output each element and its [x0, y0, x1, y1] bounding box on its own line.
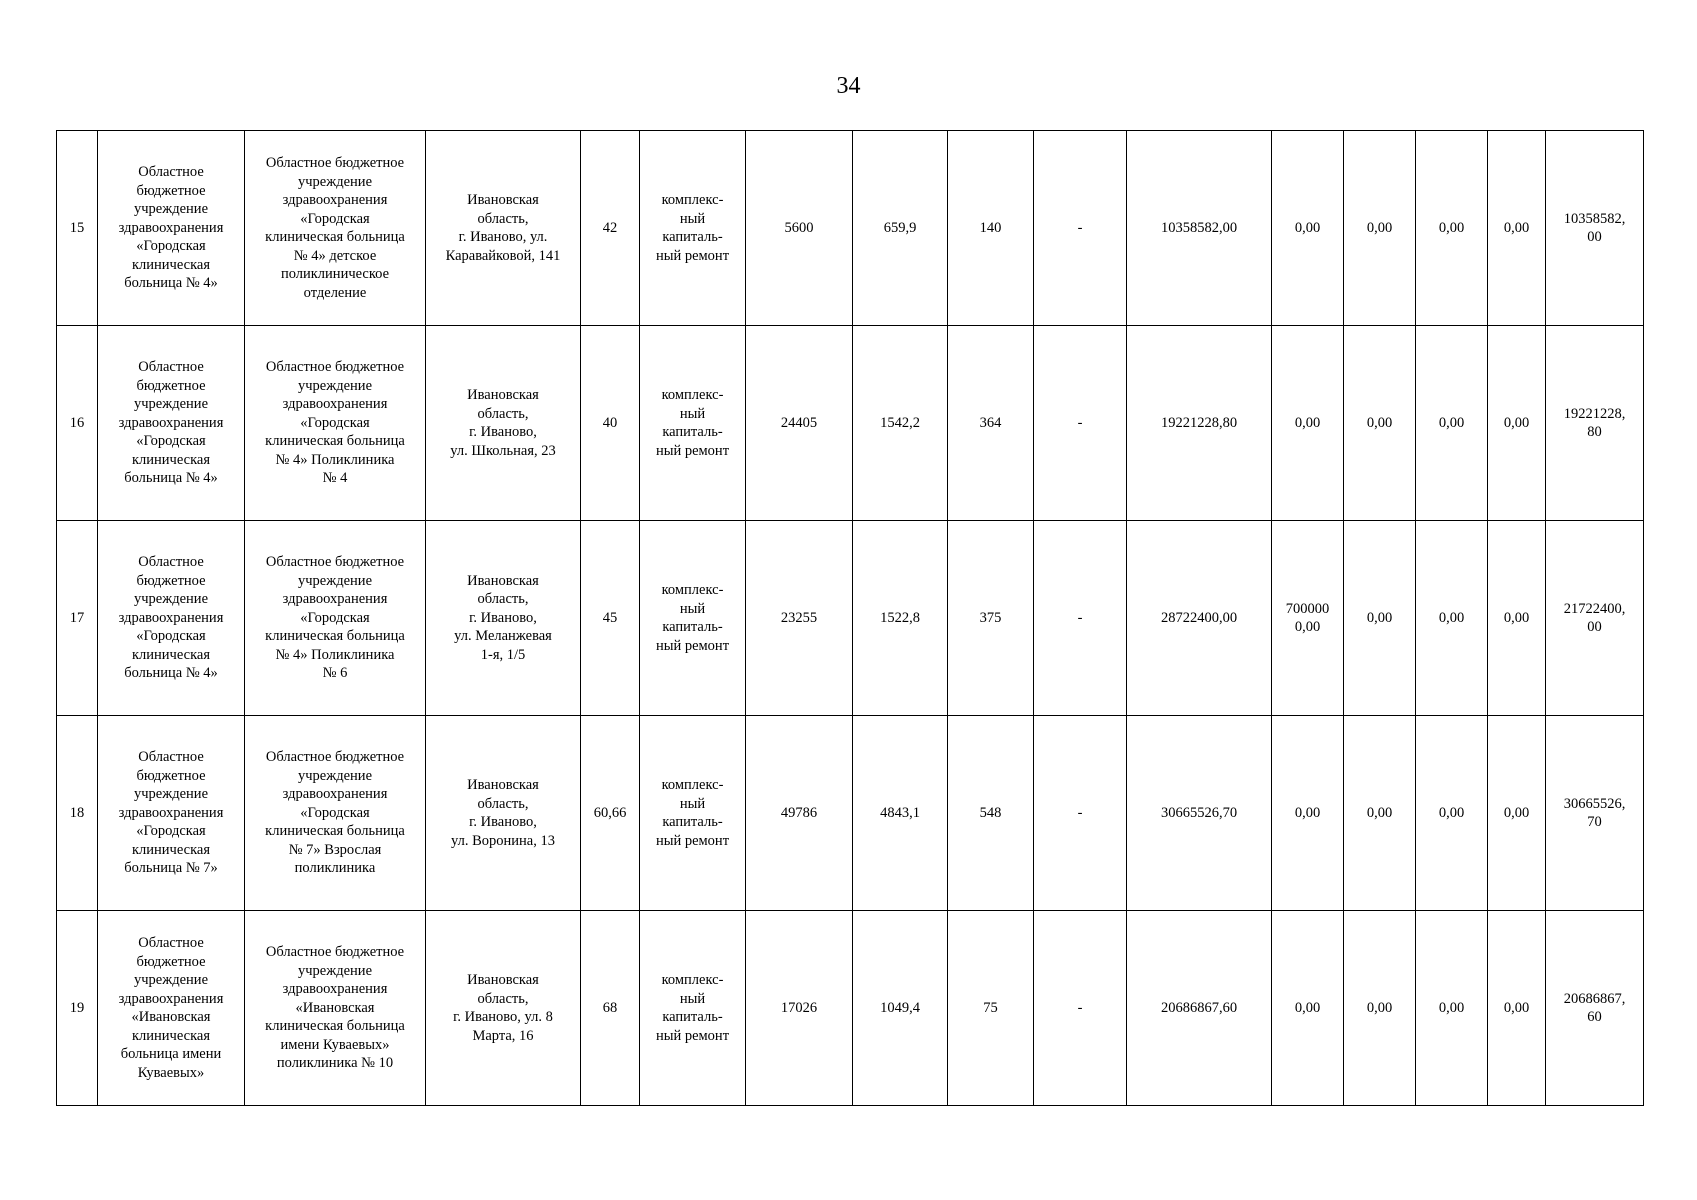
work-type-cell: комплекс- ный капиталь- ный ремонт: [640, 716, 746, 911]
col5-cell: 68: [581, 911, 640, 1106]
col13-cell: 0,00: [1344, 131, 1416, 326]
col16-cell: 20686867, 60: [1546, 911, 1644, 1106]
col16-cell: 10358582, 00: [1546, 131, 1644, 326]
facility-cell: Областное бюджетное учреждение здравоохранения «Городская клиническая больница № 7» Взрослая поликлиника: [245, 716, 426, 911]
row-number-cell: 15: [57, 131, 98, 326]
total-cost-cell: 28722400,00: [1127, 521, 1272, 716]
address-cell: Ивановская область, г. Иваново, ул. Школьная, 23: [426, 326, 581, 521]
page-number: 34: [836, 73, 861, 99]
col16-cell: 19221228, 80: [1546, 326, 1644, 521]
col7-cell: 17026: [746, 911, 853, 1106]
col13-cell: 0,00: [1344, 716, 1416, 911]
col12-cell: 0,00: [1272, 131, 1344, 326]
col7-cell: 24405: [746, 326, 853, 521]
col15-cell: 0,00: [1488, 326, 1546, 521]
col15-cell: 0,00: [1488, 911, 1546, 1106]
col10-cell: -: [1034, 911, 1127, 1106]
table-row: [57, 521, 1644, 716]
work-type-cell: комплекс- ный капиталь- ный ремонт: [640, 911, 746, 1106]
col10-cell: -: [1034, 716, 1127, 911]
col5-cell: 40: [581, 326, 640, 521]
col15-cell: 0,00: [1488, 716, 1546, 911]
total-cost-cell: 20686867,60: [1127, 911, 1272, 1106]
col9-cell: 548: [948, 716, 1034, 911]
table-row: [57, 326, 1644, 521]
row-number-cell: 16: [57, 326, 98, 521]
row-number-cell: 18: [57, 716, 98, 911]
col7-cell: 49786: [746, 716, 853, 911]
table-row: [57, 131, 1644, 326]
col9-cell: 364: [948, 326, 1034, 521]
col7-cell: 23255: [746, 521, 853, 716]
col12-cell: 0,00: [1272, 911, 1344, 1106]
col14-cell: 0,00: [1416, 131, 1488, 326]
col15-cell: 0,00: [1488, 521, 1546, 716]
row-number-cell: 17: [57, 521, 98, 716]
col5-cell: 42: [581, 131, 640, 326]
row-number-cell: 19: [57, 911, 98, 1106]
col10-cell: -: [1034, 326, 1127, 521]
col9-cell: 375: [948, 521, 1034, 716]
col14-cell: 0,00: [1416, 911, 1488, 1106]
col14-cell: 0,00: [1416, 521, 1488, 716]
total-cost-cell: 30665526,70: [1127, 716, 1272, 911]
work-type-cell: комплекс- ный капиталь- ный ремонт: [640, 326, 746, 521]
col15-cell: 0,00: [1488, 131, 1546, 326]
facility-repair-table: [56, 130, 1644, 1106]
col12-cell: 700000 0,00: [1272, 521, 1344, 716]
organization-cell: Областное бюджетное учреждение здравоохранения «Городская клиническая больница № 4»: [98, 521, 245, 716]
facility-cell: Областное бюджетное учреждение здравоохранения «Ивановская клиническая больница имени Куваевых» поликлиника № 10: [245, 911, 426, 1106]
organization-cell: Областное бюджетное учреждение здравоохранения «Ивановская клиническая больница имени Куваевых»: [98, 911, 245, 1106]
col16-cell: 21722400, 00: [1546, 521, 1644, 716]
col7-cell: 5600: [746, 131, 853, 326]
address-cell: Ивановская область, г. Иваново, ул. Воронина, 13: [426, 716, 581, 911]
total-cost-cell: 10358582,00: [1127, 131, 1272, 326]
col8-cell: 1049,4: [853, 911, 948, 1106]
col10-cell: -: [1034, 131, 1127, 326]
col8-cell: 4843,1: [853, 716, 948, 911]
organization-cell: Областное бюджетное учреждение здравоохранения «Городская клиническая больница № 7»: [98, 716, 245, 911]
table-row: [57, 716, 1644, 911]
col13-cell: 0,00: [1344, 521, 1416, 716]
organization-cell: Областное бюджетное учреждение здравоохранения «Городская клиническая больница № 4»: [98, 326, 245, 521]
col12-cell: 0,00: [1272, 716, 1344, 911]
col16-cell: 30665526, 70: [1546, 716, 1644, 911]
col13-cell: 0,00: [1344, 326, 1416, 521]
address-cell: Ивановская область, г. Иваново, ул. Каравайковой, 141: [426, 131, 581, 326]
work-type-cell: комплекс- ный капиталь- ный ремонт: [640, 131, 746, 326]
col12-cell: 0,00: [1272, 326, 1344, 521]
col8-cell: 659,9: [853, 131, 948, 326]
facility-cell: Областное бюджетное учреждение здравоохранения «Городская клиническая больница № 4» Поликлиника № 4: [245, 326, 426, 521]
col9-cell: 75: [948, 911, 1034, 1106]
address-cell: Ивановская область, г. Иваново, ул. 8 Марта, 16: [426, 911, 581, 1106]
col14-cell: 0,00: [1416, 326, 1488, 521]
col10-cell: -: [1034, 521, 1127, 716]
col5-cell: 60,66: [581, 716, 640, 911]
facility-cell: Областное бюджетное учреждение здравоохранения «Городская клиническая больница № 4» детское поликлиническое отделение: [245, 131, 426, 326]
col9-cell: 140: [948, 131, 1034, 326]
col8-cell: 1542,2: [853, 326, 948, 521]
table-row: [57, 911, 1644, 1106]
col8-cell: 1522,8: [853, 521, 948, 716]
col14-cell: 0,00: [1416, 716, 1488, 911]
col13-cell: 0,00: [1344, 911, 1416, 1106]
organization-cell: Областное бюджетное учреждение здравоохранения «Городская клиническая больница № 4»: [98, 131, 245, 326]
total-cost-cell: 19221228,80: [1127, 326, 1272, 521]
facility-cell: Областное бюджетное учреждение здравоохранения «Городская клиническая больница № 4» Поликлиника № 6: [245, 521, 426, 716]
address-cell: Ивановская область, г. Иваново, ул. Меланжевая 1-я, 1/5: [426, 521, 581, 716]
col5-cell: 45: [581, 521, 640, 716]
work-type-cell: комплекс- ный капиталь- ный ремонт: [640, 521, 746, 716]
